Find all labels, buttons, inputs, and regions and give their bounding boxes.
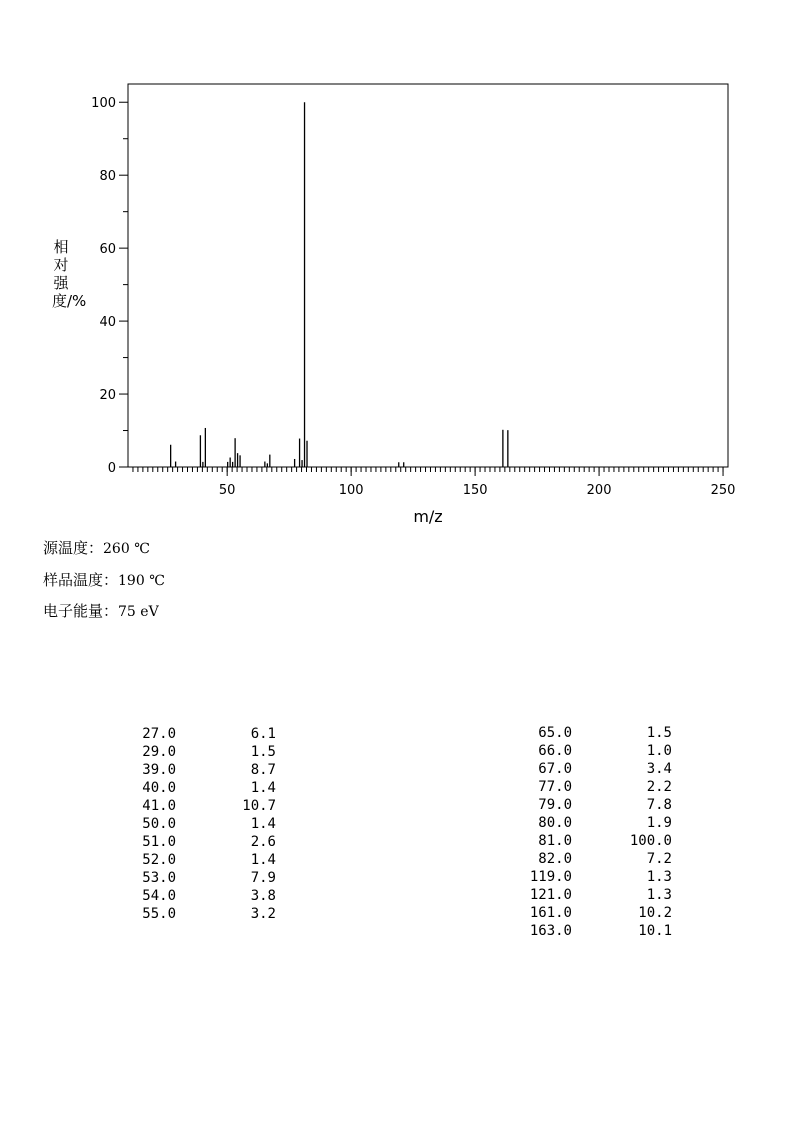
plot-frame	[128, 84, 728, 467]
x-tick-label: 100	[338, 483, 364, 498]
x-tick-label: 250	[710, 483, 736, 498]
sample-temperature-value: 190 ℃	[118, 573, 165, 589]
peak-table-left	[116, 725, 286, 923]
peak-row	[512, 742, 682, 760]
peak-row	[116, 869, 286, 887]
peak-intensity: 3.2	[250, 906, 276, 922]
peak-mz: 29.0	[142, 744, 176, 760]
peak-mz: 65.0	[538, 725, 572, 741]
peak-intensity: 7.9	[250, 870, 276, 886]
peak-mz: 50.0	[142, 816, 176, 832]
peak-mz: 80.0	[538, 815, 572, 831]
peak-intensity: 1.5	[646, 725, 672, 741]
peak-row	[116, 725, 286, 743]
peak-intensity: 1.4	[250, 780, 276, 796]
peak-intensity: 7.2	[646, 851, 672, 867]
y-tick-label: 0	[107, 461, 116, 476]
peak-mz: 82.0	[538, 851, 572, 867]
peak-intensity: 6.1	[250, 726, 276, 742]
peak-row	[116, 743, 286, 761]
peak-intensity: 1.4	[250, 852, 276, 868]
y-tick-label: 80	[99, 169, 116, 185]
peak-intensity: 100.0	[629, 833, 672, 849]
y-tick-label: 40	[99, 315, 116, 331]
peak-intensity: 3.4	[646, 761, 672, 777]
peak-intensity: 3.8	[250, 888, 276, 904]
x-axis-label: m/z	[413, 507, 443, 526]
peak-row	[116, 887, 286, 905]
peak-row	[116, 851, 286, 869]
peak-mz: 27.0	[142, 726, 176, 742]
peak-mz: 163.0	[529, 923, 572, 939]
peak-row	[116, 815, 286, 833]
source-temperature-value: 260 ℃	[103, 541, 150, 557]
peak-mz: 119.0	[529, 869, 572, 885]
peak-row	[512, 850, 682, 868]
peak-row	[116, 761, 286, 779]
peak-intensity: 7.8	[646, 797, 672, 813]
y-tick-label: 100	[91, 96, 116, 112]
peak-mz: 161.0	[529, 905, 572, 921]
peak-row	[116, 833, 286, 851]
peak-mz: 55.0	[142, 906, 176, 922]
peak-mz: 77.0	[538, 779, 572, 795]
peak-intensity: 10.7	[242, 798, 276, 814]
sample-temperature	[43, 569, 165, 590]
electron-energy-value: 75 eV	[118, 604, 159, 620]
peak-mz: 121.0	[529, 887, 572, 903]
peak-mz: 67.0	[538, 761, 572, 777]
source-temperature	[43, 537, 150, 558]
peak-row	[512, 922, 682, 940]
x-tick-label: 200	[586, 483, 612, 498]
peak-intensity: 1.4	[250, 816, 276, 832]
y-axis-label: 相对强度/%	[52, 238, 87, 310]
peak-mz: 66.0	[538, 743, 572, 759]
peak-mz: 53.0	[142, 870, 176, 886]
peak-row	[512, 904, 682, 922]
peak-row	[512, 886, 682, 904]
peak-intensity: 1.5	[250, 744, 276, 760]
peak-intensity: 1.9	[646, 815, 672, 831]
peak-mz: 40.0	[142, 780, 176, 796]
peak-mz: 39.0	[142, 762, 176, 778]
peak-mz: 41.0	[142, 798, 176, 814]
sample-temperature-label: 样品温度：	[43, 571, 119, 589]
y-tick-label: 60	[99, 242, 116, 258]
y-tick-label: 20	[99, 388, 116, 404]
peak-intensity: 2.2	[646, 779, 672, 795]
peak-mz: 51.0	[142, 834, 176, 850]
peak-mz: 79.0	[538, 797, 572, 813]
peak-row	[512, 832, 682, 850]
peak-row	[512, 868, 682, 886]
mass-spectrum-chart	[0, 0, 794, 530]
peak-intensity: 1.0	[646, 743, 672, 759]
peak-row	[512, 760, 682, 778]
peak-row	[116, 797, 286, 815]
peak-row	[116, 779, 286, 797]
peak-intensity: 8.7	[250, 762, 276, 778]
peak-mz: 52.0	[142, 852, 176, 868]
peak-row	[512, 778, 682, 796]
peak-mz: 54.0	[142, 888, 176, 904]
peak-table-right	[512, 724, 682, 940]
source-temperature-label: 源温度：	[43, 539, 104, 557]
peak-intensity: 10.1	[638, 923, 672, 939]
peak-mz: 81.0	[538, 833, 572, 849]
electron-energy-label: 电子能量：	[43, 602, 119, 620]
electron-energy	[43, 600, 159, 621]
peak-intensity: 1.3	[646, 869, 672, 885]
peak-row	[512, 814, 682, 832]
peak-row	[116, 905, 286, 923]
x-tick-label: 150	[462, 483, 488, 498]
peak-intensity: 1.3	[646, 887, 672, 903]
peak-row	[512, 724, 682, 742]
peak-intensity: 10.2	[638, 905, 672, 921]
peak-row	[512, 796, 682, 814]
x-tick-label: 50	[218, 483, 236, 498]
peak-intensity: 2.6	[250, 834, 276, 850]
chart-svg	[0, 0, 794, 530]
